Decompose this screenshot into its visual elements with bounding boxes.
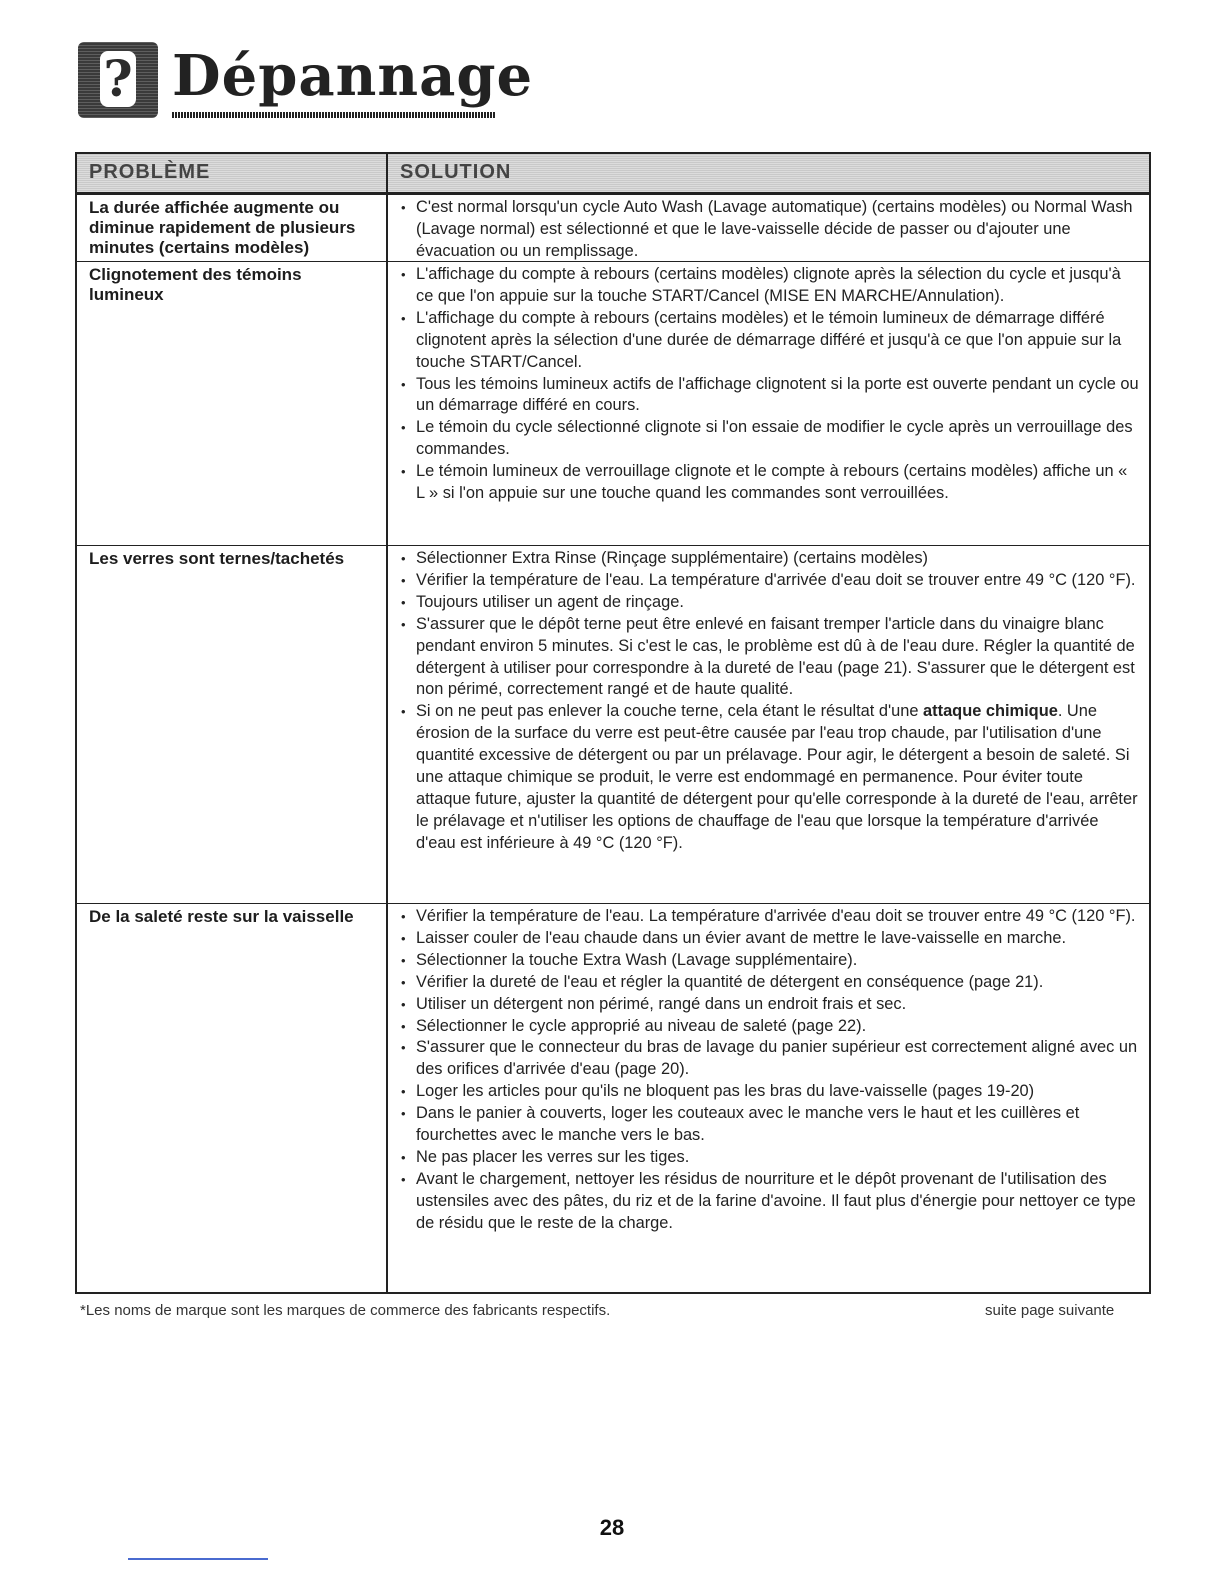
solution-list [400, 548, 1139, 855]
solution-item: • Laisser couler de l'eau chaude dans un évier avant de mettre le lave-vaisselle en marche. [400, 928, 1139, 950]
solution-item: • Sélectionner le cycle approprié au niveau de saleté (page 22). [400, 1016, 1139, 1038]
solution-item: • Sélectionner Extra Rinse (Rinçage supplémentaire) (certains modèles) [400, 548, 1139, 570]
trademark-footnote: *Les noms de marque sont les marques de commerce des fabricants respectifs. [80, 1302, 611, 1319]
solution-item-chemical-attack [400, 701, 1139, 854]
chemical-attack-text-before: Si on ne peut pas enlever la couche terne, cela étant le résultat d'une [416, 702, 924, 721]
solution-cell [388, 903, 1149, 1292]
bottom-rule [128, 1558, 268, 1560]
problem-cell: De la saleté reste sur la vaisselle [77, 903, 388, 1292]
solution-item: • L'affichage du compte à rebours (certains modèles) clignote après la sélection du cycle et jusqu'à ce que l'on appuie sur la touche START/Cancel (MISE EN MARCHE/Annulation). [400, 264, 1139, 308]
solution-item: • Sélectionner la touche Extra Wash (Lavage supplémentaire). [400, 950, 1139, 972]
solution-cell [388, 545, 1149, 903]
problem-cell: Les verres sont ternes/tachetés [77, 545, 388, 903]
solution-item: • Le témoin du cycle sélectionné clignote si l'on essaie de modifier le cycle après un verrouillage des commandes. [400, 417, 1139, 461]
solution-item: • Tous les témoins lumineux actifs de l'affichage clignotent si la porte est ouverte pendant un cycle ou un démarrage différé en cours. [400, 374, 1139, 418]
solution-item: • L'affichage du compte à rebours (certains modèles) et le témoin lumineux de démarrage différé clignotent après la sélection d'une durée de démarrage différé et jusqu'à ce que l'on appuie sur la touche START/Cancel. [400, 308, 1139, 374]
problem-cell: La durée affichée augmente ou diminue rapidement de plusieurs minutes (certains modèles) [77, 194, 388, 261]
solution-item: • Loger les articles pour qu'ils ne bloquent pas les bras du lave-vaisselle (pages 19-20) [400, 1081, 1139, 1103]
title-underline [172, 112, 496, 118]
troubleshooting-table [75, 152, 1151, 1294]
solution-list [400, 906, 1139, 1235]
solution-cell [388, 261, 1149, 545]
page-number: 28 [599, 1515, 625, 1540]
chemical-attack-emphasis: attaque chimique [923, 702, 1058, 721]
solution-item: • S'assurer que le connecteur du bras de lavage du panier supérieur est correctement aligné avec un des orifices d'arrivée d'eau (page 20). [400, 1037, 1139, 1081]
column-header-problem: PROBLÈME [77, 154, 388, 194]
column-header-solution: SOLUTION [388, 154, 1149, 194]
solution-list [400, 197, 1139, 263]
solution-item: • S'assurer que le dépôt terne peut être enlevé en faisant tremper l'article dans du vinaigre blanc pendant environ 5 minutes. Si c'est le cas, le problème est dû à de l'eau dure. Régler la quantité de détergent à utiliser pour correspondre à la dureté de l'eau (page 21). S'assurer que le détergent est non périmé, correctement rangé et de haute qualité. [400, 614, 1139, 702]
solution-item: • Ne pas placer les verres sur les tiges. [400, 1147, 1139, 1169]
solution-item: • Dans le panier à couverts, loger les couteaux avec le manche vers le haut et les cuillères et fourchettes avec le manche vers le bas. [400, 1103, 1139, 1147]
solution-list [400, 264, 1139, 505]
solution-item: • Toujours utiliser un agent de rinçage. [400, 592, 1139, 614]
page-header [78, 38, 534, 118]
page-title: Dépannage [172, 43, 534, 109]
chemical-attack-text-after: . Une érosion de la surface du verre est peut-être causée par l'eau trop chaude, par l'utilisation d'une quantité excessive de détergent ou par un prélavage. Pour agir, le détergent a besoin de saleté. Si une attaque chimique se produit, le verre est endommagé en permanence. Pour éviter toute attaque future, ajuster la quantité de détergent pour qu'elle corresponde à la dureté de l'eau, arrêter le prélavage et n'utiliser les options de chauffage de l'eau que lorsque la température d'arrivée d'eau est inférieure à 49 °C (120 °F). [416, 702, 1138, 852]
solution-item: • Vérifier la température de l'eau. La température d'arrivée d'eau doit se trouver entre 49 °C (120 °F). [400, 906, 1139, 928]
solution-item: • Vérifier la température de l'eau. La température d'arrivée d'eau doit se trouver entre 49 °C (120 °F). [400, 570, 1139, 592]
problem-cell: Clignotement des témoins lumineux [77, 261, 388, 545]
solution-item: • Utiliser un détergent non périmé, rangé dans un endroit frais et sec. [400, 994, 1139, 1016]
solution-item: • C'est normal lorsqu'un cycle Auto Wash (Lavage automatique) (certains modèles) ou Normal Wash (Lavage normal) est sélectionné et que le lave-vaisselle décide de passer ou d'ajouter une évacuation ou un remplissage. [400, 197, 1139, 263]
solution-item: • Avant le chargement, nettoyer les résidus de nourriture et le dépôt provenant de l'utilisation des ustensiles avec des pâtes, du riz et de la farine d'avoine. Il faut plus d'énergie pour nettoyer ce type de résidu que le reste de la charge. [400, 1169, 1139, 1235]
continued-notice: suite page suivante [985, 1302, 1115, 1319]
solution-item: • Le témoin lumineux de verrouillage clignote et le compte à rebours (certains modèles) affiche un « L » si l'on appuie sur une touche quand les commandes sont verrouillées. [400, 461, 1139, 505]
solution-item: • Vérifier la dureté de l'eau et régler la quantité de détergent en conséquence (page 21). [400, 972, 1139, 994]
question-mark-glyph: ? [100, 51, 136, 107]
question-mark-icon [78, 42, 158, 118]
solution-cell [388, 194, 1149, 261]
